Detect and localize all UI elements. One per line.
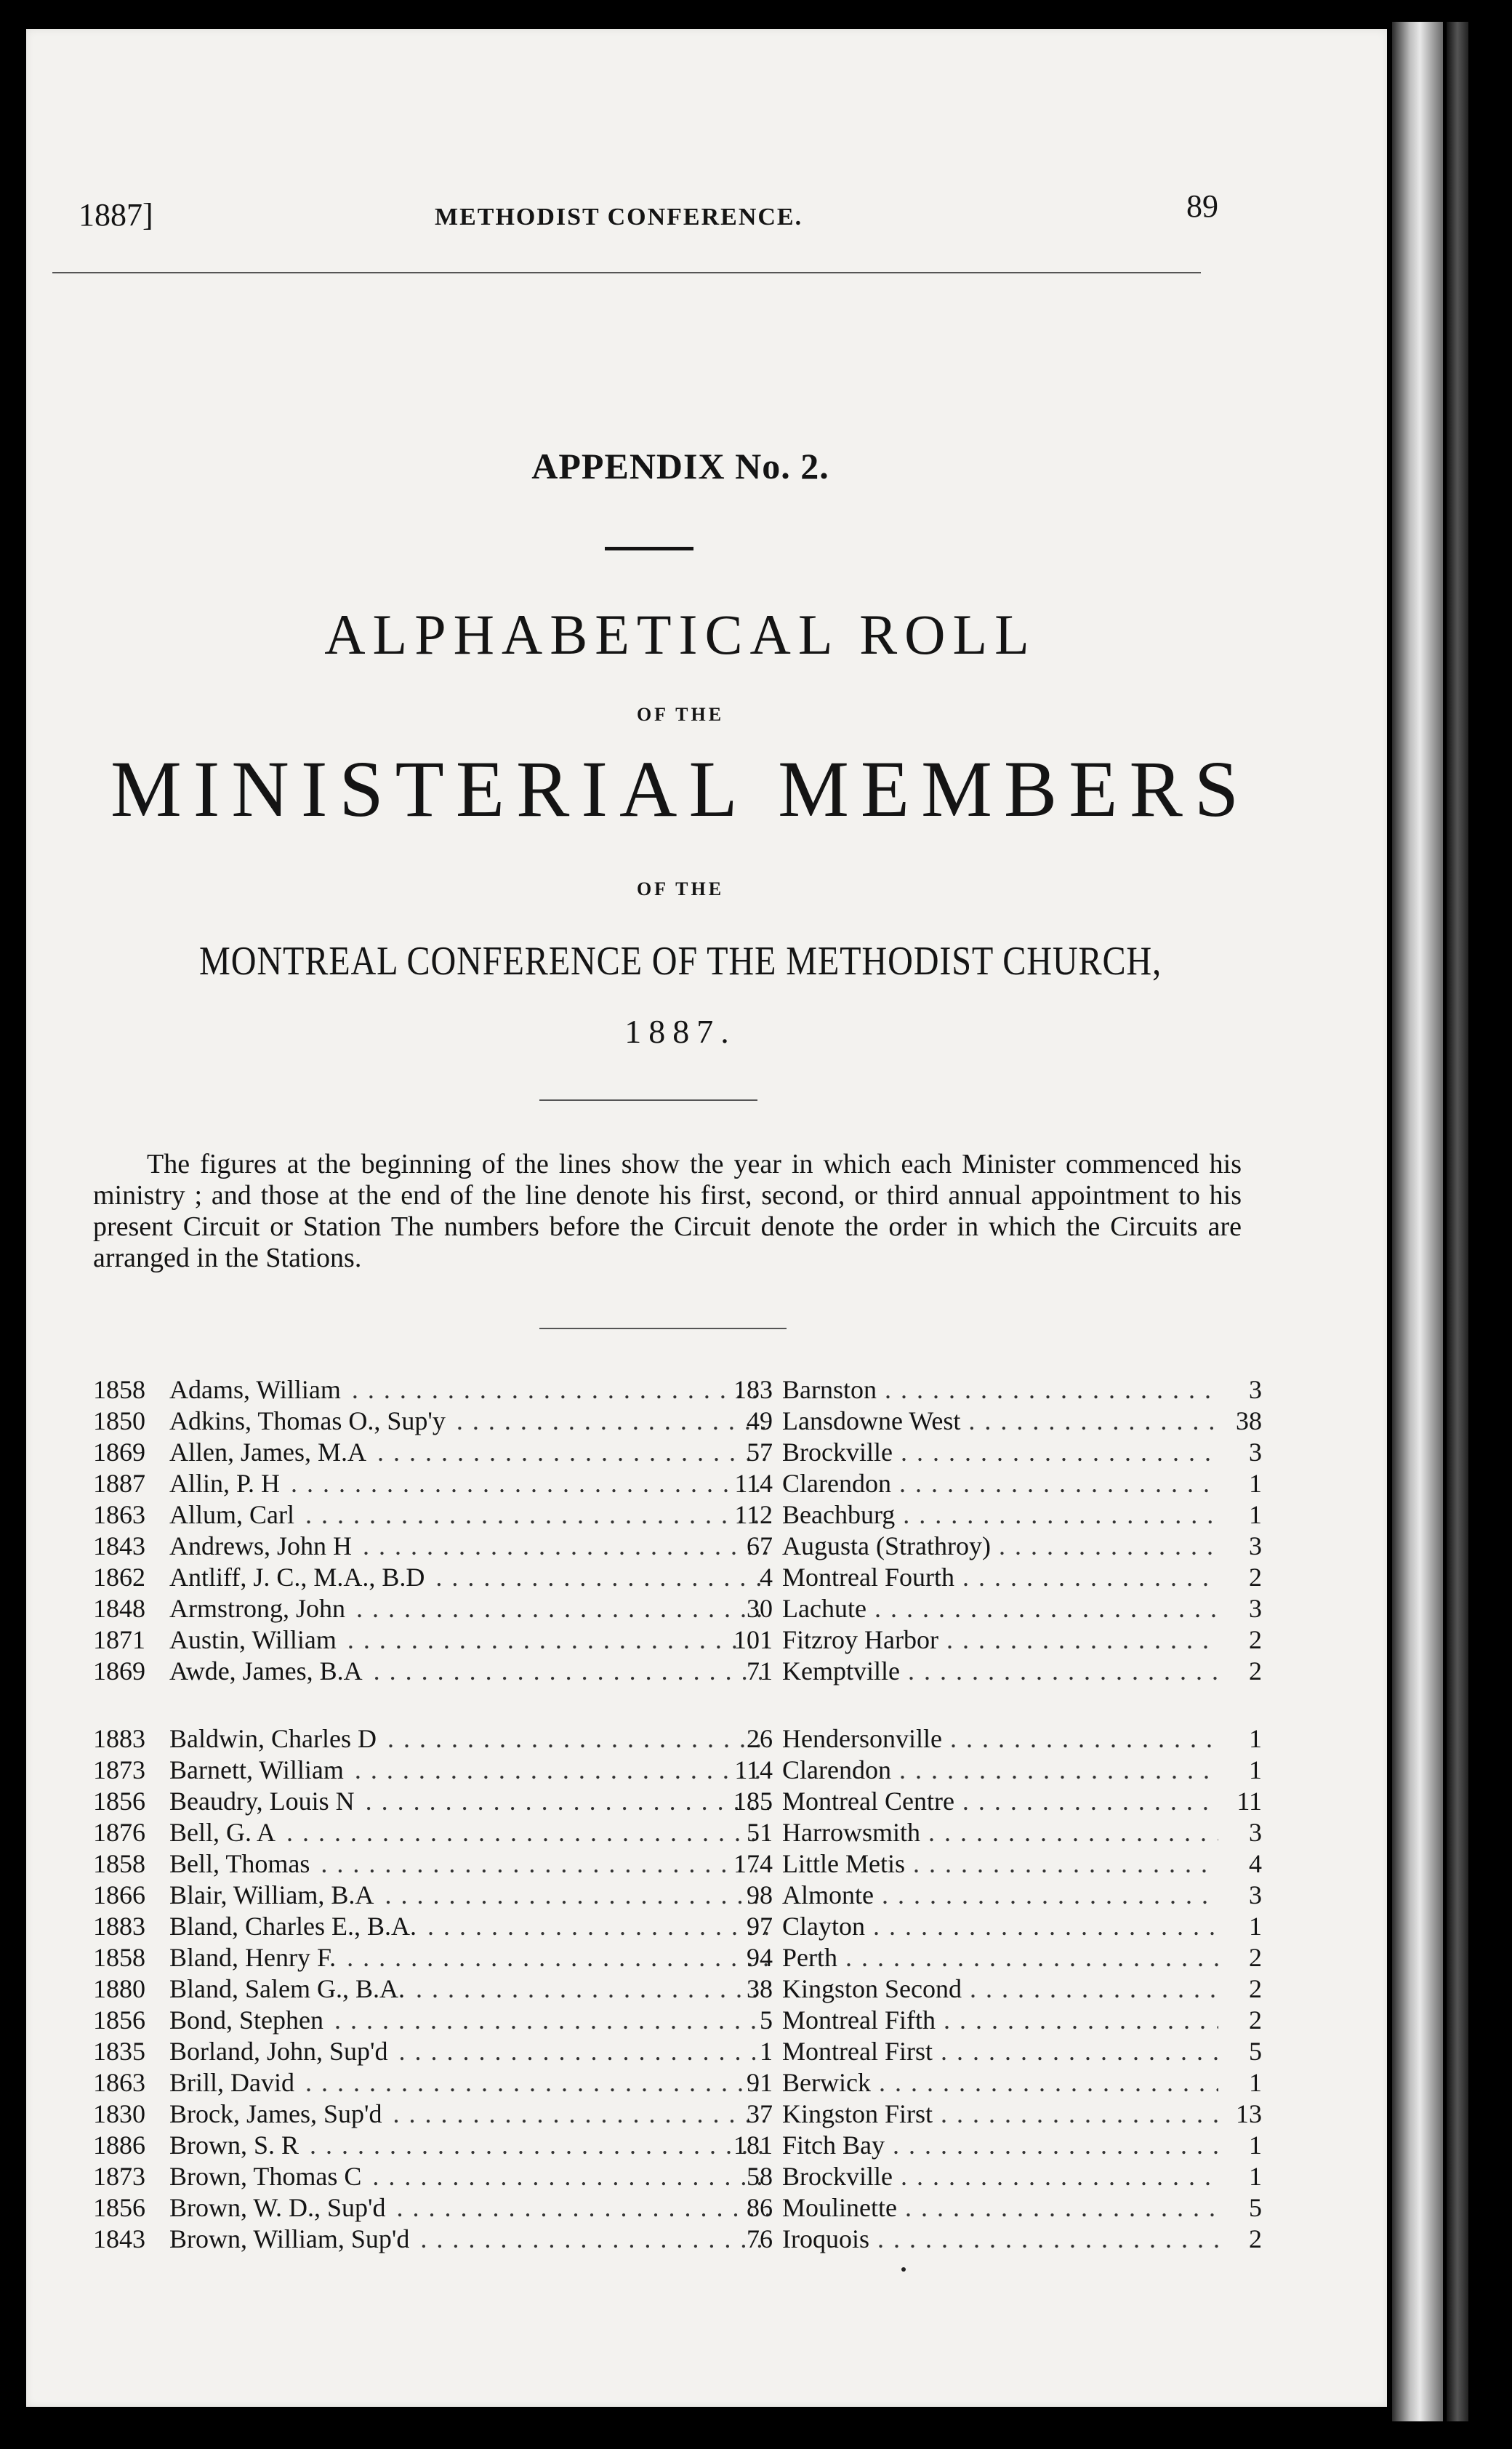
roll-appointment: 11 [1236, 1787, 1262, 1816]
roll-year: 1843 [93, 1531, 145, 1560]
roll-name-text: Bell, Thomas [169, 1849, 313, 1878]
roll-name-text: Brown, S. R [169, 2131, 302, 2160]
roll-appointment: 3 [1249, 1594, 1262, 1623]
divider-2 [539, 1328, 787, 1329]
roll-station-number: 37 [747, 2099, 773, 2128]
roll-name [169, 1880, 769, 1911]
roll-name [169, 1786, 769, 1817]
roll-circuit: Kemptville . . . [782, 1656, 1218, 1687]
roll-station-number: 112 [734, 1500, 773, 1529]
title-line-1: ALPHABETICAL ROLL [324, 603, 1037, 666]
roll-row [93, 1562, 1262, 1593]
roll-circuit: Kingston Second . . . [782, 1973, 1218, 2005]
appendix-heading: APPENDIX No. 2. [531, 446, 829, 486]
roll-name [169, 2036, 769, 2067]
roll-name [169, 2099, 769, 2130]
roll-year: 1858 [93, 1375, 145, 1404]
roll-row [93, 2130, 1262, 2161]
roll-circuit: Harrowsmith . . . [782, 1817, 1218, 1848]
roll-name [169, 1723, 769, 1755]
roll-name [169, 1406, 769, 1437]
roll-year: 1876 [93, 1818, 145, 1847]
roll-name-text: Allen, James, M.A [169, 1438, 369, 1467]
roll-name [169, 1562, 769, 1593]
roll-circuit: Kingston First . . . [782, 2099, 1218, 2130]
roll-row [93, 2192, 1262, 2224]
roll-year: 1843 [93, 2224, 145, 2253]
roll-appointment: 1 [1249, 2068, 1262, 2097]
roll-name-text: Blair, William, B.A [169, 1880, 377, 1909]
roll-station-number: 94 [747, 1943, 773, 1972]
roll-appointment: 2 [1249, 2224, 1262, 2253]
roll-name-text: Allin, P. H [169, 1469, 283, 1498]
roll-station-number: 91 [747, 2068, 773, 2097]
roll-row [93, 1880, 1262, 1911]
roll-appointment: 1 [1249, 1500, 1262, 1529]
roll-circuit: Barnston . . . [782, 1374, 1218, 1406]
roll-name [169, 1624, 769, 1656]
header-year: 1887] [79, 197, 153, 233]
roll-name-text: Brock, James, Sup'd [169, 2099, 385, 2128]
roll-name [169, 2224, 769, 2255]
roll-circuit: Clayton . . . [782, 1911, 1218, 1942]
roll-row [93, 1911, 1262, 1942]
roll-row [93, 1468, 1262, 1499]
roll-appointment: 2 [1249, 1943, 1262, 1972]
roll-appointment: 2 [1249, 2005, 1262, 2035]
roll-circuit: Augusta (Strathroy) . . . [782, 1531, 1218, 1562]
roll-name [169, 2005, 769, 2036]
roll-circuit: Almonte . . . [782, 1880, 1218, 1911]
roll-name [169, 1531, 769, 1562]
roll-station-number: 114 [734, 1469, 773, 1498]
roll-row [93, 1848, 1262, 1880]
roll-row [93, 1786, 1262, 1817]
roll-appointment: 5 [1249, 2037, 1262, 2066]
of-the-2: OF THE [636, 878, 725, 899]
roll-station-number: 101 [733, 1625, 773, 1654]
roll-year: 1887 [93, 1469, 145, 1498]
roll-name [169, 1817, 769, 1848]
roll-group-b [93, 1723, 1262, 2255]
title-line-2: MINISTERIAL MEMBERS [110, 745, 1251, 833]
roll-row [93, 1723, 1262, 1755]
roll-name [169, 2067, 769, 2099]
roll-name [169, 1374, 769, 1406]
header-title: METHODIST CONFERENCE. [435, 204, 803, 231]
roll-row [93, 1817, 1262, 1848]
roll-name [169, 1656, 769, 1687]
roll-station-number: 57 [747, 1438, 773, 1467]
roll-appointment: 3 [1249, 1375, 1262, 1404]
roll-station-number: 38 [747, 1974, 773, 2003]
roll-appointment: 3 [1249, 1531, 1262, 1560]
roll-year: 1856 [93, 1787, 145, 1816]
roll-name-text: Bland, Henry F. [169, 1943, 339, 1972]
roll-name-text: Adams, William [169, 1375, 344, 1404]
book-edge [1392, 22, 1443, 2421]
roll-row [93, 2224, 1262, 2255]
roll-circuit: Perth . . . [782, 1942, 1218, 1973]
roll-name-text: Antliff, J. C., M.A., B.D [169, 1563, 427, 1592]
roll-appointment: 38 [1236, 1406, 1262, 1435]
roll-name-text: Andrews, John H [169, 1531, 355, 1560]
roll-appointment: 2 [1249, 1563, 1262, 1592]
roll-station-number: 97 [747, 1912, 773, 1941]
roll-circuit: Brockville . . . [782, 1437, 1218, 1468]
page-number: 89 [1186, 188, 1218, 224]
roll-appointment: 1 [1249, 1912, 1262, 1941]
roll-name-text: Austin, William [169, 1625, 339, 1654]
roll-row [93, 2161, 1262, 2192]
roll-name-text: Adkins, Thomas O., Sup'y [169, 1406, 449, 1435]
roll-year: 1835 [93, 2037, 145, 2066]
roll-name-text: Bland, Charles E., B.A. [169, 1912, 419, 1941]
roll-name-text: Allum, Carl [169, 1500, 297, 1529]
roll-appointment: 1 [1249, 1469, 1262, 1498]
roll-circuit: Montreal First . . . [782, 2036, 1218, 2067]
book-edge-dark [1447, 22, 1468, 2421]
roll-row [93, 1406, 1262, 1437]
roll-row [93, 2067, 1262, 2099]
roll-year: 1871 [93, 1625, 145, 1654]
roll-appointment: 13 [1236, 2099, 1262, 2128]
roll-station-number: 5 [760, 2005, 773, 2035]
roll-name-text: Borland, John, Sup'd [169, 2037, 391, 2066]
roll-name [169, 2130, 769, 2161]
roll-appointment: 1 [1249, 2131, 1262, 2160]
heading-year: 1887. [624, 1013, 736, 1050]
roll-station-number: 183 [733, 1375, 773, 1404]
roll-year: 1873 [93, 2162, 145, 2191]
roll-row [93, 2036, 1262, 2067]
roll-name [169, 1973, 769, 2005]
roll-circuit: Montreal Fifth . . . [782, 2005, 1218, 2036]
roll-year: 1856 [93, 2193, 145, 2222]
roll-name-text: Bland, Salem G., B.A. [169, 1974, 408, 2003]
roll-circuit: Clarendon . . . [782, 1755, 1218, 1786]
roll-station-number: 181 [733, 2131, 773, 2160]
roll-name [169, 2192, 769, 2224]
roll-station-number: 1 [760, 2037, 773, 2066]
roll-name-text: Brown, Thomas C [169, 2162, 364, 2191]
roll-year: 1848 [93, 1594, 145, 1623]
roll-appointment: 2 [1249, 1974, 1262, 2003]
roll-circuit: Montreal Fourth . . . [782, 1562, 1218, 1593]
roll-station-number: 185 [733, 1787, 773, 1816]
roll-appointment: 2 [1249, 1625, 1262, 1654]
roll-name [169, 1942, 769, 1973]
roll-appointment: 3 [1249, 1880, 1262, 1909]
roll-year: 1866 [93, 1880, 145, 1909]
roll-circuit: Brockville . . . [782, 2161, 1218, 2192]
roll-station-number: 67 [747, 1531, 773, 1560]
roll-row [93, 2099, 1262, 2130]
roll-year: 1873 [93, 1755, 145, 1784]
roll-name-text: Awde, James, B.A [169, 1656, 366, 1686]
roll-name-text: Baldwin, Charles D [169, 1724, 379, 1753]
roll-year: 1883 [93, 1912, 145, 1941]
header-rule [52, 272, 1201, 273]
roll-row [93, 1593, 1262, 1624]
roll-group-a [93, 1374, 1262, 1687]
roll-circuit: Clarendon . . . [782, 1468, 1218, 1499]
roll-name-text: Brown, William, Sup'd [169, 2224, 412, 2253]
roll-year: 1863 [93, 2068, 145, 2097]
roll-name [169, 1468, 769, 1499]
roll-year: 1883 [93, 1724, 145, 1753]
roll-circuit: Lansdowne West . . . [782, 1406, 1218, 1437]
roll-name [169, 1437, 769, 1468]
roll-station-number: 26 [747, 1724, 773, 1753]
roll-name [169, 2161, 769, 2192]
roll-name [169, 1755, 769, 1786]
divider-1 [539, 1099, 757, 1101]
roll-row [93, 1437, 1262, 1468]
roll-year: 1869 [93, 1438, 145, 1467]
roll-appointment: 4 [1249, 1849, 1262, 1878]
roll-year: 1862 [93, 1563, 145, 1592]
roll-year: 1858 [93, 1943, 145, 1972]
roll-row [93, 1656, 1262, 1687]
roll-station-number: 98 [747, 1880, 773, 1909]
roll-row [93, 1374, 1262, 1406]
roll-name-text: Brown, W. D., Sup'd [169, 2193, 389, 2222]
roll-row [93, 1755, 1262, 1786]
roll-year: 1863 [93, 1500, 145, 1529]
roll-year: 1850 [93, 1406, 145, 1435]
roll-name-text: Bond, Stephen [169, 2005, 326, 2035]
roll-station-number: 4 [760, 1563, 773, 1592]
roll-circuit: Berwick . . . [782, 2067, 1218, 2099]
roll-row [93, 1499, 1262, 1531]
roll-circuit: Hendersonville . . . [782, 1723, 1218, 1755]
roll-station-number: 174 [733, 1849, 773, 1878]
roll-appointment: 3 [1249, 1438, 1262, 1467]
roll-station-number: 114 [734, 1755, 773, 1784]
roll-name-text: Barnett, William [169, 1755, 347, 1784]
intro-text: The figures at the beginning of the lines show the year in which each Minister commenced his ministry ; and those at the end of the line denote his first, second, or third annual appointment to his present Circuit or Station The numbers before the Circuit denote the order in which the Circuits are arranged in the Stations. [93, 1149, 1242, 1273]
roll-year: 1858 [93, 1849, 145, 1878]
roll-row [93, 1942, 1262, 1973]
roll-name [169, 1911, 769, 1942]
roll-name-text: Beaudry, Louis N [169, 1787, 358, 1816]
roll-circuit: Lachute . . . [782, 1593, 1218, 1624]
roll-row [93, 1531, 1262, 1562]
of-the-1: OF THE [636, 704, 725, 725]
roll-year: 1886 [93, 2131, 145, 2160]
roll-row [93, 2005, 1262, 2036]
roll-station-number: 86 [747, 2193, 773, 2222]
roll-circuit: Iroquois . . . [782, 2224, 1218, 2255]
intro-paragraph [93, 1149, 1242, 1274]
roll-name [169, 1499, 769, 1531]
roll-row [93, 1624, 1262, 1656]
roll-circuit: Fitch Bay . . . [782, 2130, 1218, 2161]
roll-year: 1869 [93, 1656, 145, 1686]
roll-appointment: 1 [1249, 1755, 1262, 1784]
roll-appointment: 3 [1249, 1818, 1262, 1847]
roll-circuit: Moulinette . . . [782, 2192, 1218, 2224]
roll-circuit: Fitzroy Harbor . . . [782, 1624, 1218, 1656]
roll-appointment: 5 [1249, 2193, 1262, 2222]
roll-appointment: 2 [1249, 1656, 1262, 1686]
roll-station-number: 30 [747, 1594, 773, 1623]
running-header [79, 188, 1218, 246]
roll-station-number: 49 [747, 1406, 773, 1435]
ink-mark [901, 2267, 906, 2272]
roll-name [169, 1848, 769, 1880]
roll-station-number: 51 [747, 1818, 773, 1847]
roll-station-number: 76 [747, 2224, 773, 2253]
roll-name [169, 1593, 769, 1624]
roll-circuit: Little Metis . . . [782, 1848, 1218, 1880]
roll-row [93, 1973, 1262, 2005]
roll-circuit: Montreal Centre . . . [782, 1786, 1218, 1817]
roll-appointment: 1 [1249, 2162, 1262, 2191]
roll-station-number: 71 [747, 1656, 773, 1686]
roll-name-text: Brill, David [169, 2068, 297, 2097]
roll-year: 1856 [93, 2005, 145, 2035]
roll-year: 1830 [93, 2099, 145, 2128]
subtitle: MONTREAL CONFERENCE OF THE METHODIST CHURCH, [199, 939, 1162, 984]
roll-year: 1880 [93, 1974, 145, 2003]
roll-appointment: 1 [1249, 1724, 1262, 1753]
roll-name-text: Bell, G. A [169, 1818, 278, 1847]
heading-divider [605, 547, 693, 550]
roll-circuit: Beachburg . . . [782, 1499, 1218, 1531]
roll-station-number: 58 [747, 2162, 773, 2191]
roll-name-text: Armstrong, John [169, 1594, 348, 1623]
